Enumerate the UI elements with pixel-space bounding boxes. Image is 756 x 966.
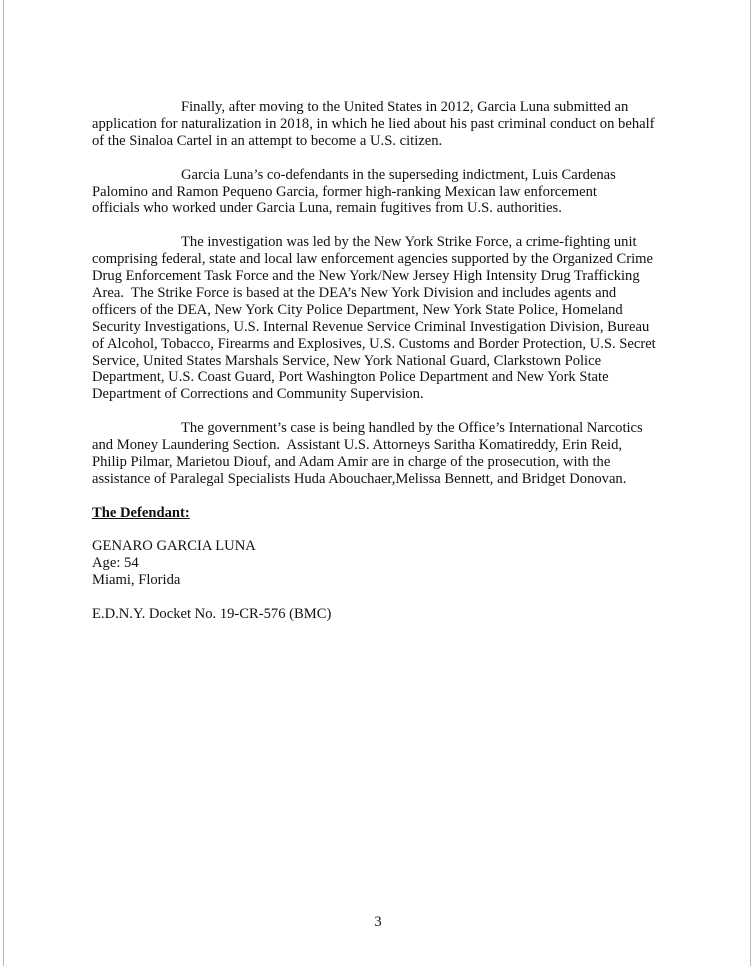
paragraph-line: comprising federal, state and local law enforcement agencies supported by the Organized Crime [92,251,653,268]
paragraph-naturalization [92,99,672,150]
paragraph-investigation [92,234,672,403]
paragraph-line: Department, U.S. Coast Guard, Port Washington Police Department and New York State [92,369,609,386]
paragraph-line: assistance of Paralegal Specialists Huda Abouchaer,Melissa Bennett, and Bridget Donovan. [92,470,627,487]
paragraph-line: Palomino and Ramon Pequeno Garcia, former high-ranking Mexican law enforcement [92,183,597,200]
page-number: 3 [374,914,382,930]
paragraph-line: of Alcohol, Tobacco, Firearms and Explosives, U.S. Customs and Border Protection, U.S. Secret [92,335,656,352]
paragraph-line: Area. The Strike Force is based at the DEA’s New York Division and includes agents and [92,284,617,301]
page-content [92,99,672,640]
paragraph-line: officers of the DEA, New York City Police Department, New York State Police, Homeland [92,301,623,318]
defendant-location: Miami, Florida [92,572,181,589]
paragraph-line: The investigation was led by the New York Strike Force, a crime-fighting unit [181,234,637,251]
paragraph-line: Security Investigations, U.S. Internal Revenue Service Criminal Investigation Division, Bureau [92,318,650,335]
paragraph-line: Garcia Luna’s co-defendants in the superseding indictment, Luis Cardenas [181,166,616,183]
docket-number: E.D.N.Y. Docket No. 19-CR-576 (BMC) [92,606,332,623]
defendant-heading: The Defendant: [92,504,190,521]
paragraph-line: Department of Corrections and Community Supervision. [92,386,424,403]
paragraph-prosecution [92,420,672,488]
paragraph-line: Finally, after moving to the United States in 2012, Garcia Luna submitted an [181,99,629,115]
defendant-details [92,538,672,589]
document-page [3,0,751,966]
paragraph-line: officials who worked under Garcia Luna, remain fugitives from U.S. authorities. [92,200,562,217]
defendant-age: Age: 54 [92,555,139,572]
paragraph-line: of the Sinaloa Cartel in an attempt to become a U.S. citizen. [92,132,443,149]
paragraph-line: Drug Enforcement Task Force and the New York/New Jersey High Intensity Drug Trafficking [92,268,640,285]
paragraph-line: application for naturalization in 2018, in which he lied about his past criminal conduct on behalf [92,115,655,132]
defendant-name: GENARO GARCIA LUNA [92,538,256,555]
paragraph-line: Philip Pilmar, Marietou Diouf, and Adam Amir are in charge of the prosecution, with the [92,453,611,470]
paragraph-co-defendants [92,167,672,218]
paragraph-line: Service, United States Marshals Service, New York National Guard, Clarkstown Police [92,352,602,369]
paragraph-line: and Money Laundering Section. Assistant U.S. Attorneys Saritha Komatireddy, Erin Reid, [92,437,623,454]
paragraph-line: The government’s case is being handled by the Office’s International Narcotics [181,420,643,437]
